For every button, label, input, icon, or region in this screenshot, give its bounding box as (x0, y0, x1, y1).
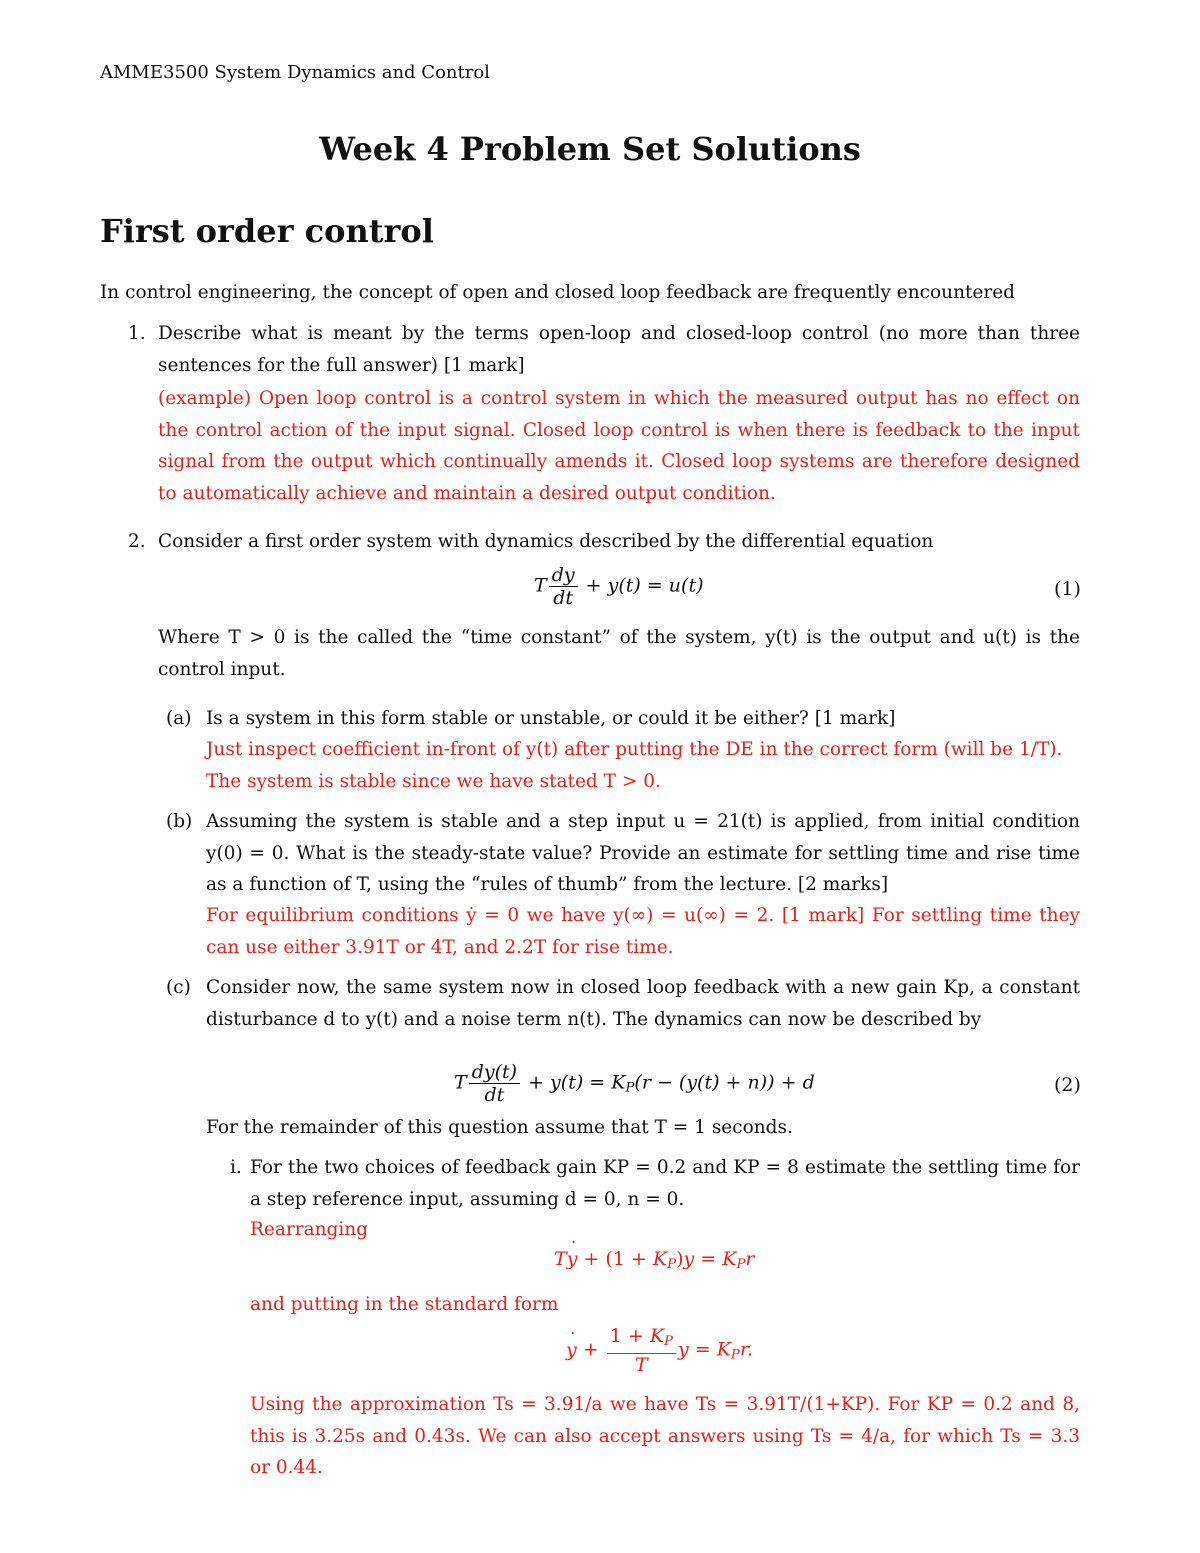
page-title: Week 4 Problem Set Solutions (319, 130, 861, 168)
q2b-answer: For equilibrium conditions ẏ = 0 we have y(∞) = u(∞) = 2. [1 mark] For settling time they can use either 3.91T or 4T, and 2.2T for rise time. (206, 905, 1080, 958)
equation-2: T $\frac{dy(t)}{dt}$ + $y(t) = K_P(r - (y(t) + n)) + d$ (454, 1061, 815, 1106)
q2ci-rearranging: Rearranging (250, 1219, 369, 1240)
q2ci-label: i. (230, 1157, 242, 1178)
q2-prompt: Consider a first order system with dynamics described by the differential equation (158, 531, 934, 552)
q1-prompt: Describe what is meant by the terms open-loop and closed-loop control (no more than three sentences for the full answer) [1 mark] (158, 323, 1080, 376)
q2c-remainder: For the remainder of this question assume that T = 1 seconds. (206, 1117, 793, 1138)
q2ci-standard-form: and putting in the standard form (250, 1294, 559, 1315)
q2c-prompt: Consider now, the same system now in closed loop feedback with a new gain Kp, a constant disturbance d to y(t) and a noise term n(t). The dynamics can now be described by (206, 977, 1080, 1030)
equation-2-number: (2) (1054, 1074, 1081, 1096)
q2ci-prompt: For the two choices of feedback gain KP = 0.2 and KP = 8 estimate the settling time for a step reference input, assuming d = 0, n = 0. (250, 1157, 1080, 1210)
q2-where-text: Where T > 0 is the called the “time constant” of the system, y(t) is the output and u(t) is the control input. (158, 627, 1080, 680)
q1-number: 1. (128, 323, 146, 344)
q2a-answer: Just inspect coefficient in-front of y(t) after putting the DE in the correct form (will be 1/T). The system is stable since we have stated T > 0. (206, 739, 1063, 792)
intro-paragraph: In control engineering, the concept of open and closed loop feedback are frequently encountered (100, 282, 1016, 303)
q2a-prompt: Is a system in this form stable or unstable, or could it be either? [1 mark] (206, 708, 896, 729)
course-header: AMME3500 System Dynamics and Control (100, 62, 490, 83)
q2a-label: (a) (166, 708, 192, 729)
q2b-label: (b) (166, 811, 193, 832)
equation-3: Ty ˙ + $(1 + K_P)y = K_Pr$ (554, 1248, 754, 1272)
section-heading: First order control (100, 212, 434, 250)
q1-answer: (example) Open loop control is a control system in which the measured output has no effect on the control action of the input signal. Closed loop control is when there is feedback to the input signal from the output which continually amends it. Closed loop systems are therefore designed to automatically achieve and maintain a desired output condition. (158, 388, 1080, 504)
equation-1: T $\frac{dy}{dt}$ + y(t) = u(t) (534, 564, 704, 609)
q2c-label: (c) (166, 977, 191, 998)
q2-number: 2. (128, 531, 146, 552)
equation-4: y ˙ + $\frac{1 + K_P}{T}$ $y = K_Pr$. (566, 1325, 753, 1376)
equation-1-number: (1) (1054, 578, 1081, 600)
q2ci-answer: Using the approximation Ts = 3.91/a we have Ts = 3.91T/(1+KP). For KP = 0.2 and 8, this is 3.25s and 0.43s. We can also accept answers using Ts = 4/a, for which Ts = 3.3 or 0.44. (250, 1394, 1080, 1478)
q2b-prompt: Assuming the system is stable and a step input u = 21(t) is applied, from initial condition y(0) = 0. What is the steady-state value? Provide an estimate for settling time and rise time as a function of T, using the “rules of thumb” from the lecture. [2 marks] (206, 811, 1080, 895)
